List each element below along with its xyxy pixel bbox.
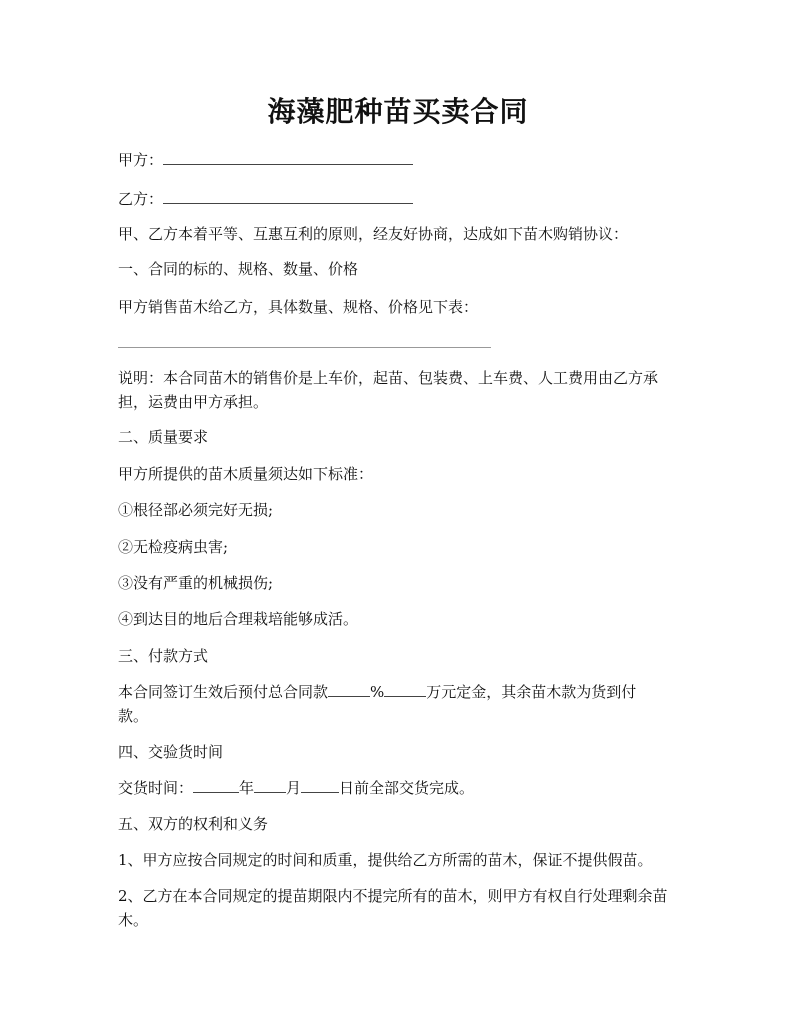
delivery-month-blank[interactable] — [254, 776, 286, 793]
party-b-label: 乙方： — [118, 190, 164, 208]
quality-item-3: ③没有严重的机械损伤; — [118, 574, 274, 592]
delivery-year-blank[interactable] — [193, 776, 239, 793]
payment-text-suffix: 万元定金，其余苗木款为货到付款。 — [118, 683, 637, 725]
delivery-text-prefix: 交货时间： — [118, 779, 194, 797]
quality-item-2: ②无检疫病虫害; — [118, 538, 229, 556]
party-a-blank[interactable] — [163, 148, 413, 165]
delivery-day-blank[interactable] — [301, 776, 339, 793]
obligation-item-1: 1、甲方应按合同规定的时间和质重，提供给乙方所需的苗木，保证不提供假苗。 — [118, 851, 653, 869]
payment-percent-blank[interactable] — [328, 680, 370, 697]
section-4-text — [118, 776, 698, 800]
section-5-heading: 五、双方的权利和义务 — [118, 815, 269, 833]
delivery-text-suffix: 日前全部交货完成。 — [339, 779, 475, 797]
payment-amount-blank[interactable] — [384, 680, 426, 697]
quality-item-1: ①根径部必须完好无损; — [118, 501, 274, 519]
party-b-line — [118, 187, 698, 211]
party-a-line — [118, 148, 698, 172]
party-a-label: 甲方： — [118, 151, 164, 169]
obligation-item-2: 2、乙方在本合同规定的提苗期限内不提完所有的苗木，则甲方有权自行处理剩余苗木。 — [118, 887, 668, 929]
intro-paragraph: 甲、乙方本着平等、互惠互利的原则，经友好协商，达成如下苗木购销协议： — [118, 225, 629, 243]
year-label: 年 — [239, 779, 255, 797]
section-4-heading: 四、交验货时间 — [118, 743, 224, 761]
month-label: 月 — [286, 779, 302, 797]
section-3-text — [118, 680, 663, 728]
party-b-blank[interactable] — [163, 187, 413, 204]
document-title: 海藻肥种苗买卖合同 — [267, 95, 529, 128]
payment-text-prefix: 本合同签订生效后预付总合同款 — [118, 683, 329, 701]
quality-item-4: ④到达目的地后合理栽培能够成活。 — [118, 610, 359, 628]
section-1-note: 说明：本合同苗木的销售价是上车价，起苗、包装费、上车费、人工费用由乙方承担，运费由甲方承担。 — [118, 369, 659, 411]
percent-sign: % — [370, 683, 385, 701]
section-3-heading: 三、付款方式 — [118, 647, 209, 665]
table-placeholder-rule — [118, 347, 491, 348]
section-2-text: 甲方所提供的苗木质量须达如下标准： — [118, 465, 374, 483]
section-2-heading: 二、质量要求 — [118, 428, 209, 446]
section-1-heading: 一、合同的标的、规格、数量、价格 — [118, 260, 359, 278]
section-1-text: 甲方销售苗木给乙方，具体数量、规格、价格见下表： — [118, 298, 479, 316]
